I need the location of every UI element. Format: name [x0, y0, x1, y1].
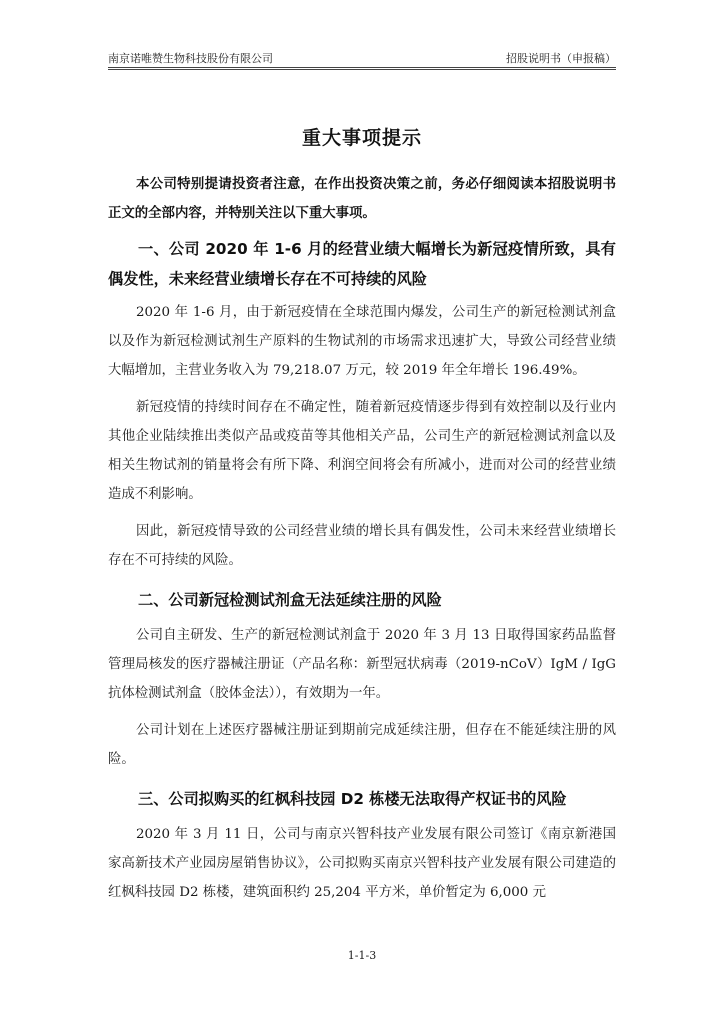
- page-title: 重大事项提示: [301, 127, 422, 149]
- section-1-paragraph-3: 因此，新冠疫情导致的公司经营业绩的增长具有偶发性，公司未来经营业绩增长存在不可持续的风险。: [108, 524, 616, 568]
- header-company-name: 南京诺唯赞生物科技股份有限公司: [108, 52, 273, 65]
- intro-paragraph: 本公司特别提请投资者注意，在作出投资决策之前，务必仔细阅读本招股说明书正文的全部内容，并特别关注以下重大事项。: [108, 177, 616, 221]
- section-2-paragraph-1: 公司自主研发、生产的新冠检测试剂盒于 2020 年 3 月 13 日取得国家药品监督管理局核发的医疗器械注册证（产品名称：新型冠状病毒（2019-nCoV）IgM / IgG 抗体检测试剂盒（胶体金法）），有效期为一年。: [108, 628, 616, 701]
- page-body: [108, 118, 616, 915]
- section-3-heading: 三、公司拟购买的红枫科技园 D2 栋楼无法取得产权证书的风险: [138, 790, 567, 808]
- section-1-heading: 一、公司 2020 年 1-6 月的经营业绩大幅增长为新冠疫情所致，具有偶发性，未来经营业绩增长存在不可持续的风险: [108, 240, 616, 288]
- page-header: [108, 51, 616, 67]
- section-2-paragraph-2: 公司计划在上述医疗器械注册证到期前完成延续注册，但存在不能延续注册的风险。: [108, 723, 616, 767]
- header-rule-bottom: [108, 69, 616, 70]
- header-rule-top: [108, 67, 616, 68]
- section-3-paragraph-1: 2020 年 3 月 11 日，公司与南京兴智科技产业发展有限公司签订《南京新港国家高新技术产业园房屋销售协议》，公司拟购买南京兴智科技产业发展有限公司建造的红枫科技园 D2 栋楼，建筑面积约 25,204 平方米，单价暂定为 6,000 元: [108, 827, 616, 900]
- section-2-heading: 二、公司新冠检测试剂盒无法延续注册的风险: [138, 591, 442, 609]
- section-1-paragraph-1: 2020 年 1-6 月，由于新冠疫情在全球范围内爆发，公司生产的新冠检测试剂盒以及作为新冠检测试剂生产原料的生物试剂的市场需求迅速扩大，导致公司经营业绩大幅增加，主营业务收入为 79,218.07 万元，较 2019 年全年增长 196.49%。: [108, 305, 616, 378]
- page-number: 1-1-3: [347, 949, 377, 962]
- header-document-type: 招股说明书（申报稿）: [506, 52, 616, 65]
- section-1-paragraph-2: 新冠疫情的持续时间存在不确定性，随着新冠疫情逐步得到有效控制以及行业内其他企业陆续推出类似产品或疫苗等其他相关产品，公司生产的新冠检测试剂盒以及相关生物试剂的销量将会有所下降、利润空间将会有所减小，进而对公司的经营业绩造成不利影响。: [108, 400, 616, 502]
